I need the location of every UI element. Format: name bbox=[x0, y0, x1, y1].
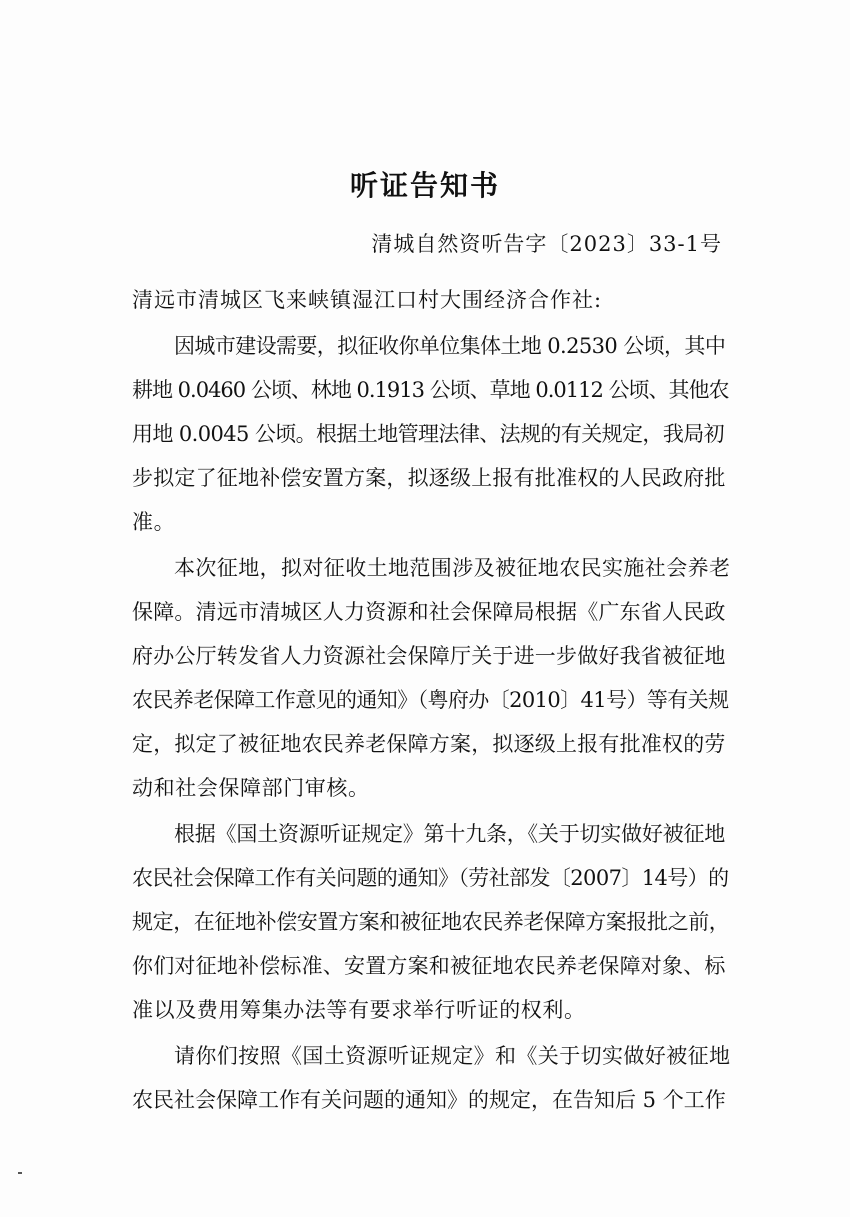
body-line: 准。 bbox=[132, 510, 176, 534]
scan-speck bbox=[18, 1172, 22, 1174]
body-line: 农民社会保障工作有关问题的通知》的规定，在告知后 5 个工作 bbox=[132, 1088, 726, 1112]
body-line: 本次征地，拟对征收土地范围涉及被征地农民实施社会养老 bbox=[174, 556, 731, 580]
body-line: 府办公厅转发省人力资源社会保障厅关于进一步做好我省被征地 bbox=[132, 644, 726, 668]
body-line: 农民养老保障工作意见的通知》（粤府办〔2010〕41号）等有关规 bbox=[132, 688, 729, 712]
body-line: 步拟定了征地补偿安置方案，拟逐级上报有批准权的人民政府批 bbox=[132, 466, 726, 490]
addressee: 清远市清城区飞来峡镇湿江口村大围经济合作社: bbox=[132, 288, 603, 312]
body-line: 定，拟定了被征地农民养老保障方案，拟逐级上报有批准权的劳 bbox=[132, 732, 726, 756]
body-line: 准以及费用筹集办法等有要求举行听证的权利。 bbox=[132, 998, 586, 1022]
body-line: 规定，在征地补偿安置方案和被征地农民养老保障方案报批之前， bbox=[132, 910, 730, 934]
body-line: 保障。清远市清城区人力资源和社会保障局根据《广东省人民政 bbox=[132, 600, 726, 624]
body-line: 用地 0.0045 公顷。根据土地管理法律、法规的有关规定，我局初 bbox=[132, 422, 725, 446]
body-line: 你们对征地补偿标准、安置方案和被征地农民养老保障对象、标 bbox=[132, 954, 726, 978]
document-title: 听证告知书 bbox=[349, 169, 500, 202]
body-line: 根据《国土资源听证规定》第十九条，《关于切实做好被征地 bbox=[174, 822, 726, 846]
body-line: 农民社会保障工作有关问题的通知》（劳社部发〔2007〕14号）的 bbox=[132, 866, 729, 890]
body-line: 动和社会保障部门审核。 bbox=[132, 776, 370, 800]
body-line: 耕地 0.0460 公顷、林地 0.1913 公顷、草地 0.0112 公顷、其他农 bbox=[132, 378, 729, 402]
body-line: 因城市建设需要，拟征收你单位集体土地 0.2530 公顷，其中 bbox=[174, 334, 726, 358]
document-number: 清城自然资听告字〔2023〕33-1号 bbox=[371, 232, 722, 256]
body-line: 请你们按照《国土资源听证规定》和《关于切实做好被征地 bbox=[174, 1044, 731, 1068]
